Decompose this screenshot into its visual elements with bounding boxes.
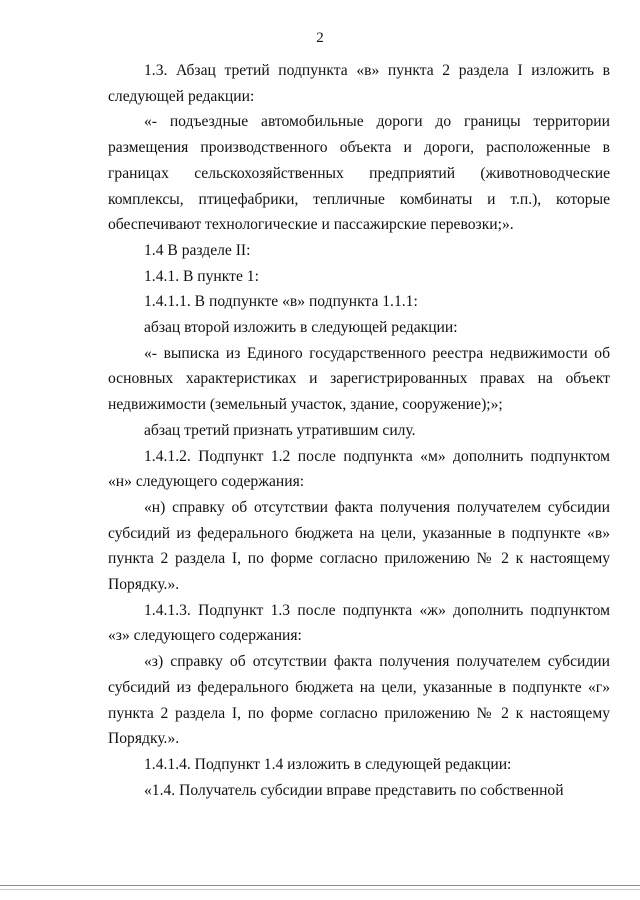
paragraph: «1.4. Получатель субсидии вправе представить по собственной <box>144 781 564 799</box>
paragraph: 1.4.1.3. Подпункт 1.3 после подпункта «ж» дополнить подпунктом «з» следующего содержания: <box>108 601 610 645</box>
paragraph: 1.4.1.4. Подпункт 1.4 изложить в следующей редакции: <box>144 755 512 773</box>
paragraph: 1.3. Абзац третий подпункта «в» пункта 2 раздела I изложить в следующей редакции: <box>108 62 610 105</box>
paragraph: 1.4 В разделе II: <box>144 241 251 259</box>
paragraph: «- выписка из Единого государственного реестра недвижимости об основных характеристиках и зарегистрированных правах на объект недвижимости (земельный участок, здание, сооружение);»; <box>108 344 610 414</box>
paragraph: «н) справку об отсутствии факта получения получателем субсидии субсидий из федерального бюджета на цели, указанные в подпункте «в» пункта 2 раздела I, по форме согласно приложению № 2 к настоящему Порядку.». <box>108 498 610 594</box>
document-body <box>108 58 610 803</box>
page-number: 2 <box>316 30 324 46</box>
paragraph: «- подъездные автомобильные дороги до границы территории размещения производственного объекта и дороги, расположенные в границах сельскохозяйственных предприятий (животноводческие комплексы, птицефабрики, тепличные комбинаты и т.п.), которые обеспечивают технологические и пассажирские перевозки;». <box>108 113 610 234</box>
paragraph: 1.4.1.1. В подпункте «в» подпункта 1.1.1: <box>144 293 418 311</box>
paragraph: абзац третий признать утратившим силу. <box>144 421 416 439</box>
paragraph: 1.4.1. В пункте 1: <box>144 267 259 285</box>
paragraph: абзац второй изложить в следующей редакции: <box>144 319 458 337</box>
scan-edge-line <box>0 885 640 886</box>
paragraph: 1.4.1.2. Подпункт 1.2 после подпункта «м» дополнить подпунктом «н» следующего содержания: <box>108 447 610 491</box>
scan-edge-line <box>0 889 640 890</box>
paragraph: «з) справку об отсутствии факта получения получателем субсидии субсидий из федерального бюджета на цели, указанные в подпункте «г» пункта 2 раздела I, по форме согласно приложению № 2 к настоящему Порядку.». <box>108 653 610 748</box>
